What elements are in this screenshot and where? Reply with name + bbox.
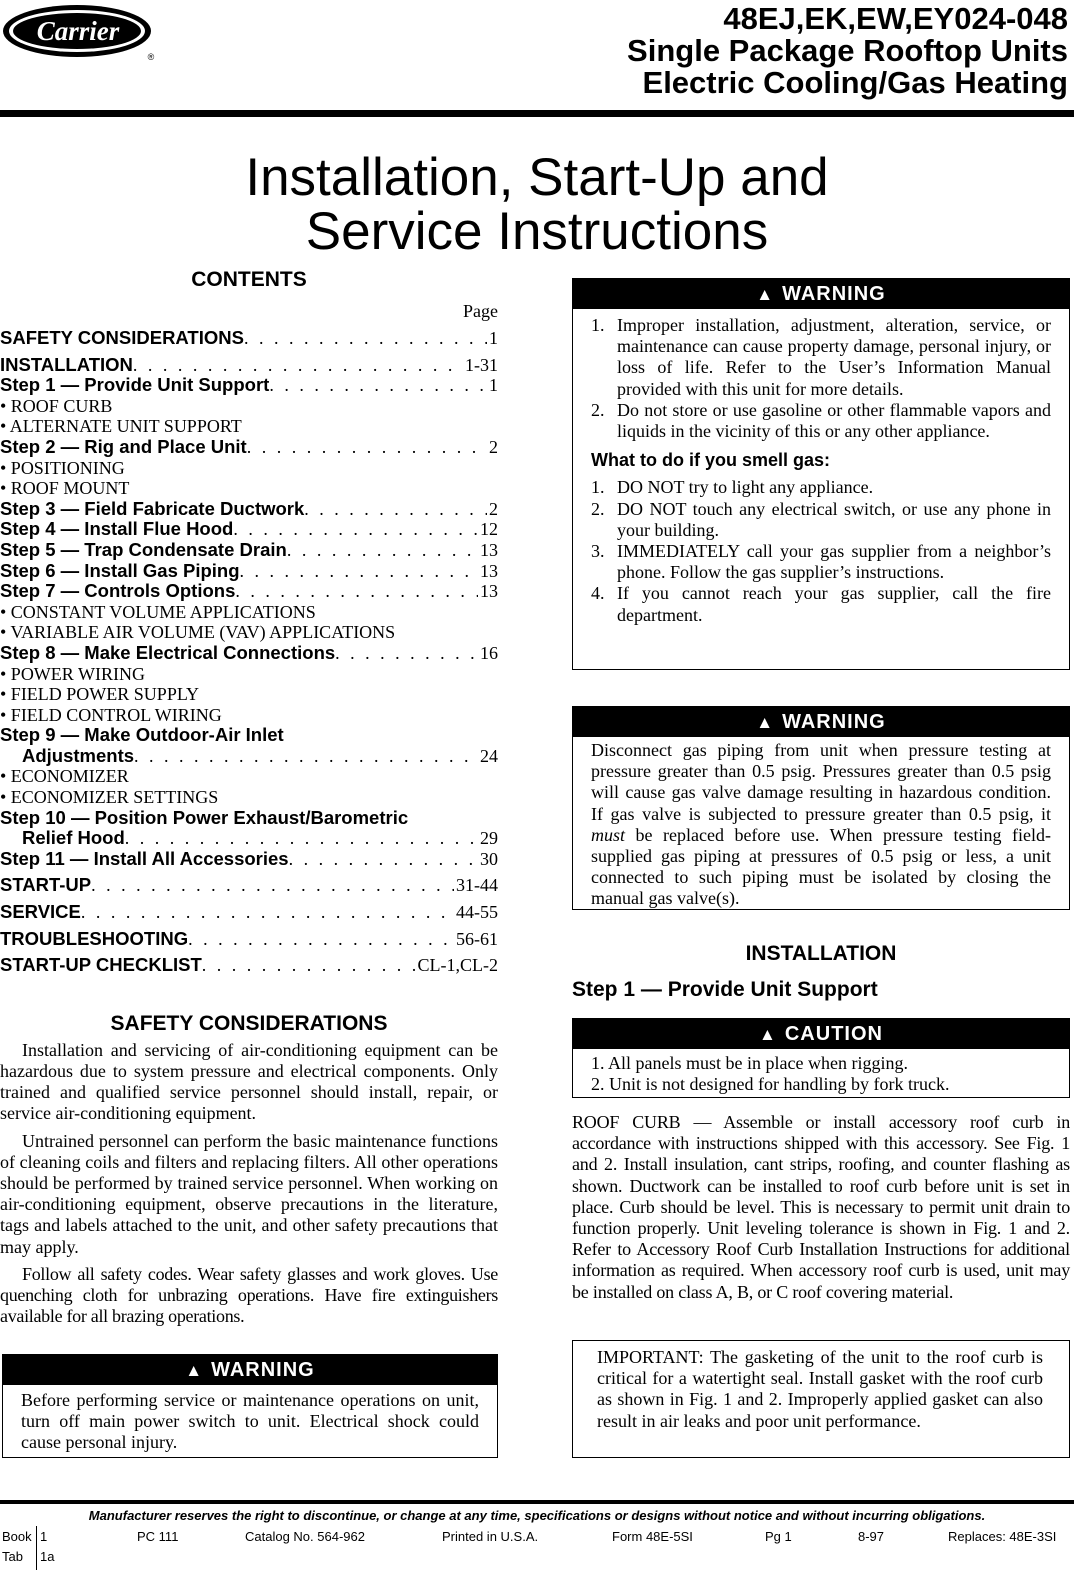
caution-item-1: 1. All panels must be in place when rigging.	[591, 1053, 908, 1073]
toc-entry-title: Step 9 — Make Outdoor-Air Inlet	[0, 725, 284, 746]
warning-triangle-icon: ▲	[756, 713, 775, 732]
pressure-warning-text: Disconnect gas piping from unit when pressure testing at pressure greater than 0.5 psig. Pressures greater than 0.5 psig will cause gas valve damage resulting in hazardous condition. If gas valve is subjected to pressure greater than 0.5 psig, it must be replaced before use. When pressure testing field-supplied gas piping at pressures of 0.5 psig or less, a unit connected to such piping must be isolated by closing the manual gas valve(s).	[591, 740, 1051, 909]
toc-entry-title: Relief Hood	[22, 828, 125, 849]
toc-entry-title: • ECONOMIZER SETTINGS	[0, 787, 219, 808]
carrier-logo	[0, 2, 160, 62]
footer-rule	[0, 1500, 1074, 1504]
toc-entry-page: 2	[489, 498, 498, 519]
footer-disclaimer: Manufacturer reserves the right to discontinue, or change at any time, specifications or designs without notice and without incurring obligations.	[88, 1508, 986, 1523]
toc-entry-title: • ALTERNATE UNIT SUPPORT	[0, 416, 242, 437]
toc-leader-dots	[125, 828, 478, 849]
product-type: Electric Cooling/Gas Heating	[642, 65, 1068, 100]
toc-entry-page: 29	[480, 828, 498, 849]
caution-box	[572, 1018, 1070, 1098]
toc-entry-title: Step 8 — Make Electrical Connections	[0, 642, 336, 663]
safety-paragraph-3: Follow all safety codes. Wear safety glasses and work gloves. Use quenching cloth for unbrazing operations. Have fire extinguishers available for all brazing operations.	[0, 1263, 498, 1327]
toc-entry	[0, 561, 498, 582]
toc-leader-dots	[233, 519, 478, 540]
toc-entry-page: 1-31	[465, 354, 498, 375]
left-column	[0, 268, 498, 1327]
toc-entry-page: 13	[480, 560, 498, 581]
toc-entry-title: • CONSTANT VOLUME APPLICATIONS	[0, 601, 316, 622]
toc-entry-title: Step 4 — Install Flue Hood	[0, 519, 234, 540]
toc-entry-page: 56-61	[456, 928, 498, 949]
safety-paragraph-2: Untrained personnel can perform the basic maintenance functions of cleaning coils and filters and replacing filters. All other operations should be performed by trained service personnel. When working on air-conditioning equipment, observe precautions in the literature, tags and labels attached to the unit, and other safety precautions that may apply.	[0, 1130, 498, 1257]
toc-entry	[0, 355, 498, 376]
toc-entry	[0, 955, 498, 976]
toc-entry-page: CL-1,CL-2	[417, 955, 498, 976]
toc-entry-title: INSTALLATION	[0, 354, 133, 375]
warning-triangle-icon: ▲	[185, 1361, 204, 1380]
toc-entry	[0, 437, 498, 458]
toc-leader-dots	[134, 746, 478, 767]
toc-leader-dots	[289, 849, 478, 870]
toc-entry-title: Adjustments	[22, 745, 135, 766]
toc-entry	[0, 787, 498, 808]
warning-label: WARNING	[782, 283, 886, 305]
toc-entry-title: Step 6 — Install Gas Piping	[0, 560, 240, 581]
list-item: 4. If you cannot reach your gas supplier, call the fire department.	[591, 583, 1051, 625]
toc-entry-title: Step 2 — Rig and Place Unit	[0, 436, 247, 457]
list-item: 2. DO NOT touch any electrical switch, or use any phone in your building.	[591, 498, 1051, 540]
printed-in: Printed in U.S.A.	[442, 1529, 539, 1544]
toc-leader-dots	[247, 437, 487, 458]
toc-leader-dots	[91, 875, 454, 896]
toc-entry-title: Step 7 — Controls Options	[0, 581, 236, 602]
toc-entry-title: START-UP	[0, 875, 92, 896]
product-line: Single Package Rooftop Units	[627, 33, 1068, 68]
toc-entry-page: 1	[489, 328, 498, 348]
toc-entry-title: Step 5 — Trap Condensate Drain	[0, 539, 287, 560]
toc-entry	[0, 396, 498, 417]
toc-leader-dots	[81, 902, 454, 923]
toc-entry	[0, 602, 498, 623]
model-number: 48EJ,EK,EW,EY024-048	[723, 1, 1068, 36]
roof-curb-paragraph: ROOF CURB — Assemble or install accessory roof curb in accordance with instructions shipped with this accessory. See Fig. 1 and 2. Install insulation, cant strips, roofing, and counter flashing as shown. Ductwork can be installed to roof curb before unit is set in place. Curb should be level. This is necessary to permit unit drain to function properly. Unit leveling tolerance is shown in Fig. 1 and 2. Refer to Accessory Roof Curb Installation Instructions for additional information as required. When accessory roof curb is used, unit may be installed on class A, B, or C roof covering material.	[572, 1112, 1070, 1302]
important-box	[572, 1340, 1070, 1458]
warning-triangle-icon: ▲	[759, 1025, 777, 1044]
doc-title-line1: Installation, Start-Up and	[245, 148, 829, 207]
caution-item-2: 2. Unit is not designed for handling by fork truck.	[591, 1074, 950, 1094]
toc-entry-title: • POSITIONING	[0, 457, 125, 478]
date-code: 8-97	[858, 1529, 885, 1544]
toc-leader-dots	[235, 581, 478, 602]
warning-box-pressure	[572, 706, 1070, 910]
list-item: 1. Improper installation, adjustment, alteration, service, or maintenance can cause property damage, personal injury, or loss of life. Refer to the User’s Information Manual provided with this unit for more details.	[591, 315, 1051, 399]
list-item: 1. DO NOT try to light any appliance.	[591, 477, 874, 498]
installation-heading: INSTALLATION	[745, 942, 897, 965]
important-text: IMPORTANT: The gasketing of the unit to the roof curb is critical for a watertight seal. Install gasket with the roof curb as shown in Fig. 1 and 2. Improperly applied gasket can also result in air leaks and poor unit performance.	[597, 1347, 1043, 1431]
toc-entry-page: 12	[480, 519, 498, 540]
warning-text: Before performing service or maintenance operations on unit, turn off main power switch to unit. Electrical shock could cause personal injury.	[21, 1390, 479, 1453]
warning-banner	[3, 1355, 497, 1385]
page-number: Pg 1	[765, 1529, 792, 1544]
toc-entry	[0, 808, 498, 829]
header-rule	[0, 110, 1074, 117]
toc-entry	[0, 519, 498, 540]
toc-entry-page: 44-55	[456, 902, 498, 923]
toc-entry	[0, 746, 498, 767]
tab-label: Tab	[2, 1549, 23, 1564]
warning-box-gas	[572, 278, 1070, 670]
warning-banner	[573, 707, 1069, 737]
table-of-contents	[0, 328, 498, 976]
warning-banner	[573, 279, 1069, 309]
toc-entry	[0, 902, 498, 923]
caution-label: CAUTION	[784, 1023, 883, 1045]
toc-entry	[0, 540, 498, 561]
toc-entry-title: • ROOF MOUNT	[0, 478, 130, 499]
toc-leader-dots	[335, 643, 478, 664]
toc-entry	[0, 766, 498, 787]
toc-entry	[0, 664, 498, 685]
toc-entry	[0, 929, 498, 950]
toc-entry-title: • ROOF CURB	[0, 395, 113, 416]
toc-entry-title: • POWER WIRING	[0, 663, 145, 684]
safety-heading: SAFETY CONSIDERATIONS	[110, 1011, 388, 1035]
warning-box-power	[2, 1354, 498, 1458]
toc-entry-page: 30	[480, 848, 498, 869]
toc-entry-title: • VARIABLE AIR VOLUME (VAV) APPLICATIONS	[0, 622, 396, 643]
toc-entry	[0, 849, 498, 870]
toc-entry-page: 13	[480, 581, 498, 602]
toc-entry	[0, 684, 498, 705]
toc-entry	[0, 581, 498, 602]
catalog-number: Catalog No. 564-962	[245, 1529, 365, 1544]
toc-entry-page: 2	[489, 436, 498, 457]
page-column-label: Page	[463, 301, 498, 321]
toc-leader-dots	[269, 375, 487, 396]
toc-entry	[0, 622, 498, 643]
toc-entry	[0, 705, 498, 726]
toc-leader-dots	[188, 929, 454, 950]
step1-heading: Step 1 — Provide Unit Support	[572, 978, 878, 1001]
toc-entry-page: 16	[480, 642, 498, 663]
toc-entry-title: SERVICE	[0, 902, 81, 923]
toc-entry-page: 13	[480, 539, 498, 560]
toc-entry	[0, 643, 498, 664]
toc-leader-dots	[304, 499, 487, 520]
toc-entry	[0, 828, 498, 849]
toc-leader-dots	[202, 955, 416, 976]
toc-entry-title: • FIELD CONTROL WIRING	[0, 704, 222, 725]
toc-entry-page: 31-44	[456, 875, 498, 896]
toc-leader-dots	[287, 540, 478, 561]
toc-entry	[0, 875, 498, 896]
toc-entry-title: • ECONOMIZER	[0, 766, 129, 787]
toc-entry	[0, 375, 498, 396]
registered-mark: ®	[147, 52, 155, 62]
toc-entry-page: 24	[480, 745, 498, 766]
toc-entry-title: Step 11 — Install All Accessories	[0, 848, 289, 869]
book-value: 1	[40, 1529, 48, 1544]
toc-leader-dots	[244, 328, 487, 349]
toc-entry	[0, 478, 498, 499]
toc-entry	[0, 328, 498, 349]
brand-name: Carrier	[36, 16, 120, 46]
smell-gas-list	[591, 477, 1051, 625]
warning-triangle-icon: ▲	[756, 285, 775, 304]
toc-entry-title: START-UP CHECKLIST	[0, 955, 202, 976]
toc-entry	[0, 458, 498, 479]
toc-entry	[0, 416, 498, 437]
toc-leader-dots	[133, 355, 463, 376]
toc-entry-title: Step 1 — Provide Unit Support	[0, 375, 270, 396]
list-item: 3. IMMEDIATELY call your gas supplier from a neighbor’s phone. Follow the gas supplier’s instructions.	[591, 541, 1051, 583]
warning-list	[591, 315, 1051, 442]
toc-leader-dots	[240, 561, 478, 582]
toc-entry	[0, 725, 498, 746]
footer-divider	[36, 1526, 37, 1570]
safety-paragraph-1: Installation and servicing of air-conditioning equipment can be hazardous due to system pressure and electrical components. Only trained and qualified service personnel should install, repair, or service air-conditioning equipment.	[0, 1039, 498, 1124]
toc-entry-title: Step 3 — Field Fabricate Ductwork	[0, 498, 305, 519]
toc-entry-page: 1	[489, 375, 498, 396]
book-label: Book	[2, 1529, 32, 1544]
warning-label: WARNING	[782, 711, 886, 733]
warning-label: WARNING	[211, 1359, 315, 1381]
contents-heading: CONTENTS	[191, 268, 307, 291]
doc-title-line2: Service Instructions	[305, 202, 769, 261]
list-item: 2. Do not store or use gasoline or other flammable vapors and liquids in the vicinity of this or any other appliance.	[591, 399, 1051, 442]
replaces-form: Replaces: 48E-3SI	[948, 1529, 1057, 1544]
toc-entry-title: • FIELD POWER SUPPLY	[0, 684, 200, 705]
pc-number: PC 111	[137, 1529, 179, 1544]
toc-entry-title: SAFETY CONSIDERATIONS	[0, 328, 244, 348]
smell-gas-heading: What to do if you smell gas:	[591, 450, 831, 471]
caution-banner	[573, 1019, 1069, 1049]
tab-value: 1a	[40, 1549, 55, 1564]
toc-entry	[0, 499, 498, 520]
toc-entry-title: Step 10 — Position Power Exhaust/Barometric	[0, 807, 409, 828]
toc-entry-title: TROUBLESHOOTING	[0, 928, 189, 949]
form-number: Form 48E-5SI	[612, 1529, 693, 1544]
